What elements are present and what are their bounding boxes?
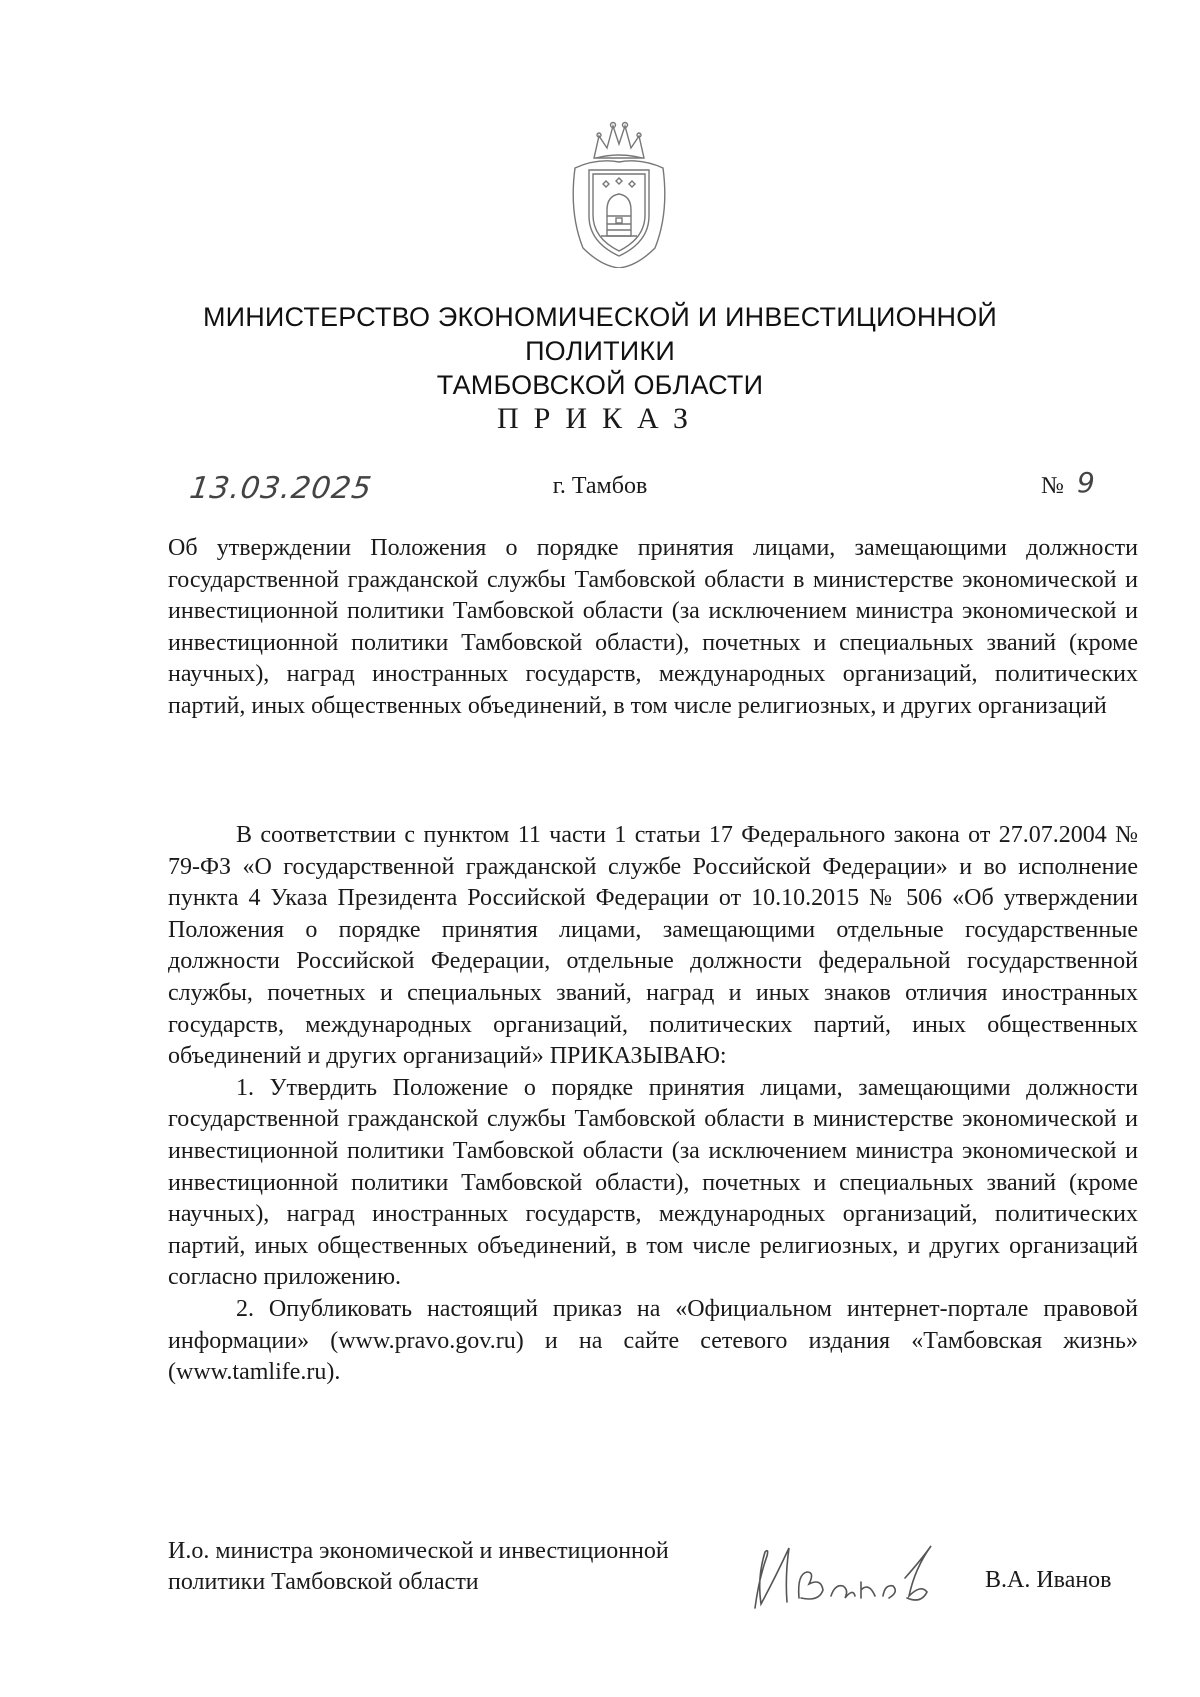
document-number: 9 [1077, 466, 1095, 499]
ministry-name-line2: ТАМБОВСКОЙ ОБЛАСТИ [436, 370, 764, 400]
document-number-label: № [1041, 473, 1064, 499]
document-type-title: ПРИКАЗ [497, 402, 703, 435]
order-item-2: 2. Опубликовать настоящий приказ на «Официальном интернет-портале правовой информации» (www.pravo.gov.ru) и на сайте сетевого издания «Тамбовская жизнь» (www.tamlife.ru). [168, 1295, 1138, 1386]
signatory-position [168, 1536, 669, 1598]
order-body [168, 820, 1138, 1389]
document-city: г. Тамбов [552, 473, 648, 499]
ministry-name [150, 300, 1050, 402]
document-date: 13.03.2025 [187, 471, 375, 506]
signatory-position-line2: политики Тамбовской области [168, 1569, 479, 1595]
tambov-region-coat-of-arms-icon [561, 118, 677, 268]
handwritten-signature [745, 1538, 945, 1618]
order-item-1: 1. Утвердить Положение о порядке принятия лицами, замещающими должности государственной гражданской службы Тамбовской области в министерстве экономической и инвестиционной политики Тамбовской области (за исключением министра экономической и инвестиционной политики Тамбовской области), почетных и специальных званий (кроме научных), наград иностранных государств, международных организаций, политических партий, иных общественных объединений, в том числе религиозных, и других организаций согласно приложению. [168, 1074, 1138, 1291]
order-preamble: В соответствии с пунктом 11 части 1 статьи 17 Федерального закона от 27.07.2004 № 79-ФЗ «О государственной гражданской службе Российской Федерации» и во исполнение пункта 4 Указа Президента Российской Федерации от 10.10.2015 № 506 «Об утверждении Положения о порядке принятия лицами, замещающими отдельные государственные должности Российской Федерации, отдельные должности федеральной государственной службы, почетных и специальных званий, наград и иных знаков отличия иностранных государств, международных организаций, политических партий, иных общественных объединений и других организаций» ПРИКАЗЫВАЮ: [168, 822, 1138, 1070]
order-subject-text: Об утверждении Положения о порядке принятия лицами, замещающими должности государственной гражданской службы Тамбовской области в министерстве экономической и инвестиционной политики Тамбовской области (за исключением министра экономической и инвестиционной политики Тамбовской области), почетных и специальных званий (кроме научных), наград иностранных государств, международных организаций, политических партий, иных общественных объединений, в том числе религиозных, и других организаций [168, 535, 1138, 719]
signatory-position-line1: И.о. министра экономической и инвестиционной [168, 1538, 669, 1564]
ministry-name-line1: МИНИСТЕРСТВО ЭКОНОМИЧЕСКОЙ И ИНВЕСТИЦИОННОЙ ПОЛИТИКИ [202, 302, 998, 366]
signatory-name: В.А. Иванов [985, 1567, 1112, 1593]
order-subject [168, 533, 1138, 723]
